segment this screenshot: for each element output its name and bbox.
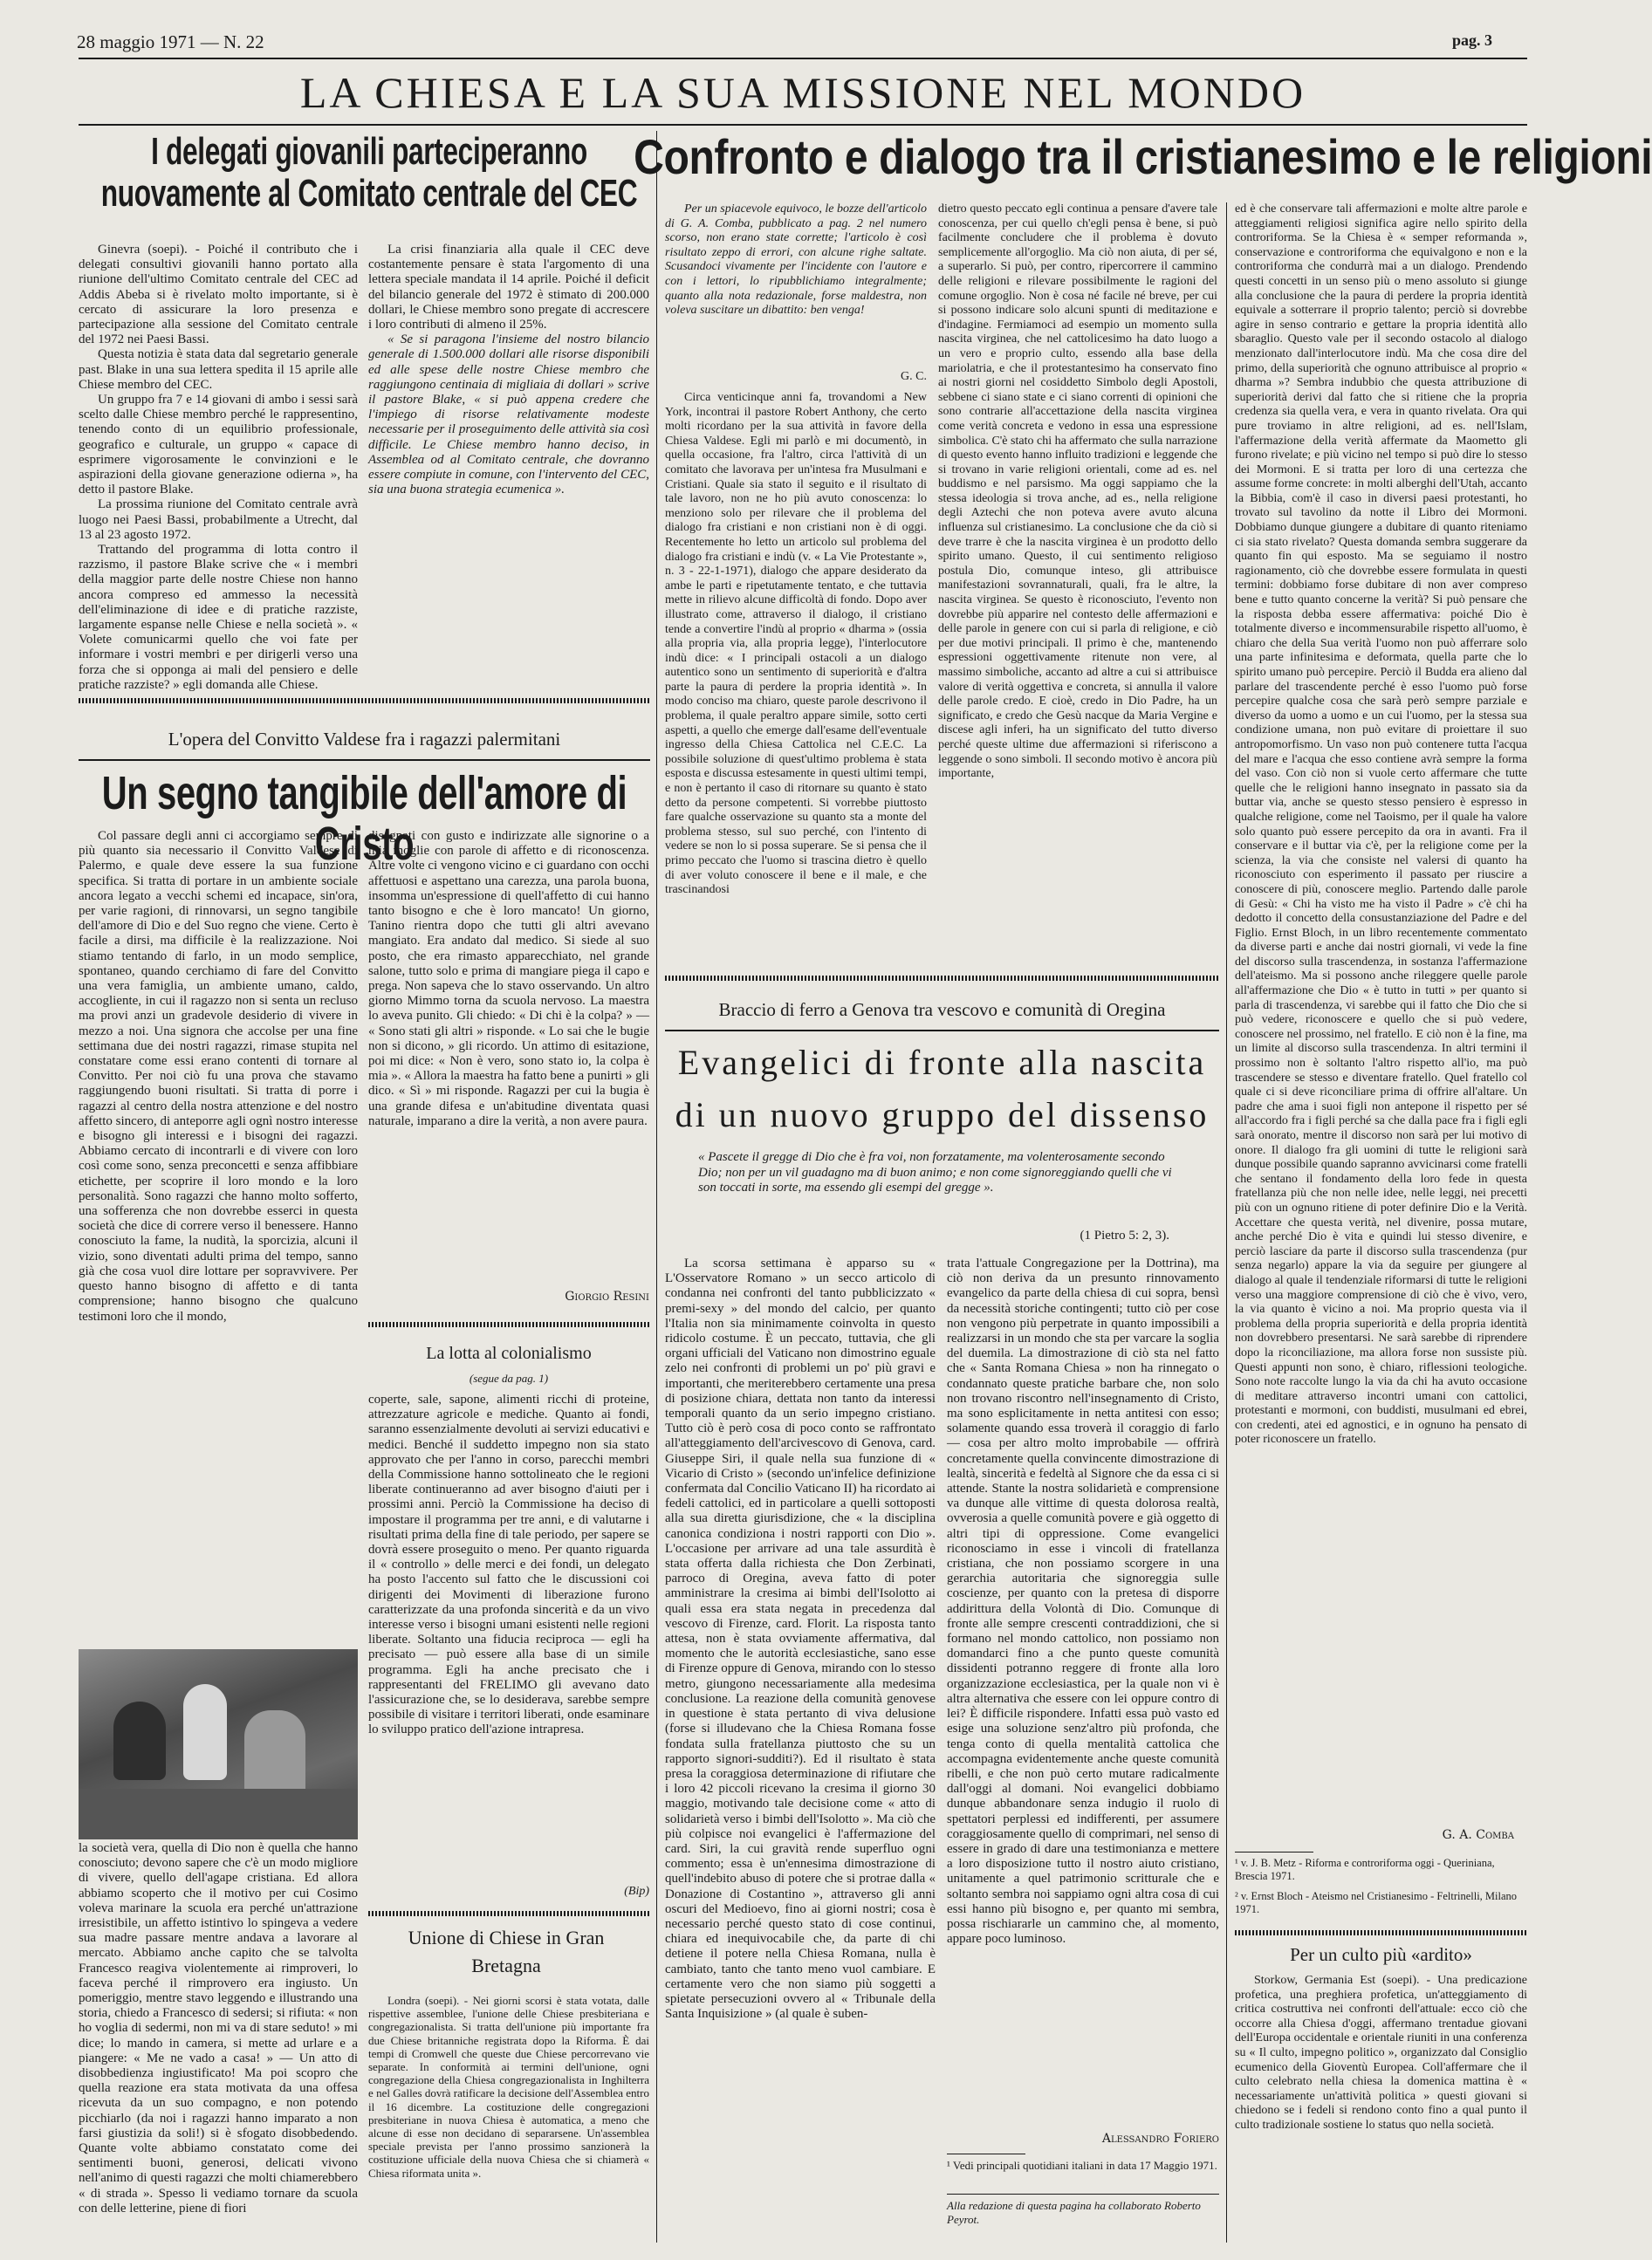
article6-quote-ref: (1 Pietro 5: 2, 3). [1080,1229,1169,1243]
paragraph: coperte, sale, sapone, alimenti ricchi di proteine, attrezzature agricole e mediche. Quanto ai fondi, saranno essenzialmente devoluti ai servizi educativi e medici. Benché il suddetto impegno non sia stato approvato che per l'anno in corso, parecchi membri della Commissione hanno sottolineato che le regioni liberate continueranno ad aver bisogno d'aiuti per i prossimi anni. Perciò la Commissione ha deciso di impostare il programma per tre anni, e di valutarne i risultati prima della fine di tale periodo, per sapere se dovrà essere proseguito o meno. Per quanto riguarda il « controllo » delle merci e dei fondi, un delegato ha posto l'accento sul fatto che le discussioni coi dirigenti dei Movimenti di liberazione furono caratterizzate da una profonda sincerità e da un vivo interesse verso i bisogni umani esistenti nelle regioni liberate. Soltanto una fiducia reciproca — egli ha precisato — può essere alla base di un simile programma. Egli ha anche precisato che i rappresentanti del FRELIMO gli avevano dato l'assicurazione che, se lo desiderava, sarebbe sempre possibile di visitare i territori liberati, onde esaminare lo sviluppo pratico dell'azione intrapresa. [368,1393,649,1737]
paragraph: trata l'attuale Congregazione per la Dottrina), ma ciò non deriva da un presunto rinnovamento evangelico da parte della chiesa di cui sopra, bensì da necessità storiche contingenti; tutto ciò per cose non vengono più perpetrate in quanto impossibili a realizzarsi in un mondo che sta per varcare la soglia del duemila. La dimostrazione di ciò sta nel fatto che « Santa Romana Chiesa » non ha rinnegato o condannato queste pratiche barbare che, non solo non trovano riscontro nell'insegnamento di Cristo, ma sono esplicitamente in netta antitesi con esso; solamente quando essa troverà il coraggio di farlo — cosa per altro molto improbabile — offrirà concretamente quella convincente dimostrazione di lealtà, sincerità e fedeltà al Signore che da essa ci si attende. Stante la nostra solidarietà e comprensione va dunque alle vittime di questa dolorosa realtà, ovverosia a quelle comunità povere e già oggetto di altri tipi di oppressione. Come evangelici riconosciamo in esse i vincoli di fratellanza cristiana, che non possiamo scorgere in una gerarchia autoritaria che signoreggia sulle coscienze, per quanto con la pretesa di disporre addirittura della Volontà di Dio. Comunque di fronte alle sempre crescenti contraddizioni, che si formano nel mondo cattolico, non possiamo non domandarci fino a che punto queste comunità dissidenti potranno reggere di fronte alla loro organizzazione ecclesiastica, per la quale non vi è altra alternativa che essere con lei oppure contro di lei? È difficile rispondere. Infatti essa può vasto ed esige una soluzione senz'altro più profonda, che tenga conto di quella mentalità cattolica che accompagna evidentemente anche queste comunità ribelli, e che non può certo mutare radicalmente dall'oggi al domani. Noi evangelici dobbiamo dunque abbandonare senza indugio il ruolo di spettatori perplessi ed indifferenti, per assumere coraggiosamente quello di comprimari, nel senso di essere in grado di dare una testimonianza e mettere a loro disposizione tutto il nostro aiuto cristiano, unitamente a quel patrimonio scritturale che e soltanto sembra noi sappiamo ogni altra cosa di cui essi hanno più bisogno e, per quanto mi sembra, possa rischiararle un cammino che, al momento, appare poco luminoso. [947,1257,1219,1947]
paragraph: Londra (soepi). - Nei giorni scorsi è stata votata, dalle rispettive assemblee, l'unione delle Chiese presbiteriana e congregazionalista. Si tratta dell'unione più importante fra due Chiese britanniche registrata dopo la Riforma. È dai tempi di Cromwell che queste due Chiese percorrevano vie separate. In conformità ai termini dell'unione, ogni congregazione della Chiesa congregazionalista in Inghilterra e nel Galles dovrà ratificare la decisione dell'Assemblea entro il 16 dicembre. La costituzione delle congregazioni presbiteriane in nuova Chiesa è automatica, a meno che alcune di esse non decidano di separarsene. Un'assemblea speciale prevista per l'anno prossimo sanzionerà la costituzione ufficiale della nuova Chiesa che si chiamerà « Chiesa riformata unita ». [368,1994,649,2180]
article5-footnote-1: ¹ v. J. B. Metz - Riforma e controriforma oggi - Queriniana, Brescia 1971. [1235,1857,1495,1882]
article5-footnote-2: ² v. Ernst Bloch - Ateismo nel Cristianesimo - Feltrinelli, Milano 1971. [1235,1890,1518,1915]
article5-col1 [665,391,927,958]
paragraph: Col passare degli anni ci accorgiamo sempre di più quanto sia necessario il Convitto Valdese di Palermo, e quale deve essere la sua funzione specifica. Si tratta di portare in un ambiente sociale ancora legato a vecchi schemi ed incapace, sin'ora, per varie ragioni, di rinnovarsi, un segno tangibile dell'amore di Dio e del Suo regno che viene. Certo è facile a dirsi, ma difficile è la realizzazione. Noi stiamo tentando di farlo, in un modo semplice, spontaneo, quando cerchiamo di fare del Convitto una vera famiglia, un ambiente umano, caldo, accogliente, in cui il ragazzo non si senta un recluso ma provi anzi un gradevole desiderio di vivere in mezzo a noi. Una signora che accolse per una fine settimana due dei nostri ragazzi, rimase stupita nel constatare come essi erano contenti di tornare al Convitto. Per noi ciò fu una prova che stavamo raggiungendo buoni risultati. Si tratta di porre i ragazzi al centro della nostra attenzione e del nostro affetto sincero, di anteporre agli ognì nostro interesse e bisogno gli interessi e i bisogni dei ragazzi. Abbiamo cercato di incontrarli e di vivere con loro così come sono, senza preconcetti e senza affibbiare etichette, per scoprire il loro mondo e la loro personalità. Sono ragazzi che hanno molto sofferto, una sofferenza che non dovrebbe esserci in questa società che dice di correre verso il benessere. Hanno conosciuto la fame, la nudità, la sporcizia, alcuni il vizio, sono diventati adulti prima del tempo, sanno già che cosa vuol dire lottare per sopravvivere. Per questo hanno bisogno di affetto e di tanta comprensione; hanno bisogno che qualcuno testimoni loro che il mondo, [79,829,358,1324]
kicker-rule [665,1030,1219,1031]
separator [665,976,1219,981]
article6-title-line1: Evangelici di fronte alla nascita [677,1043,1207,1082]
paragraph: La prossima riunione del Comitato centrale avrà luogo nei Paesi Bassi, probabilmente a Utrecht, dal 13 al 23 agosto 1972. [79,497,358,542]
article5-editor-note [665,202,927,377]
article6-signature: Alessandro Foriero [1101,2132,1219,2146]
page-title: LA CHIESA E LA SUA MISSIONE NEL MONDO [299,68,1306,117]
thanks-rule [947,2194,1219,2195]
article6-footnote: ¹ Vedi principali quotidiani italiani in data 17 Maggio 1971. [947,2159,1217,2172]
article7-body [1235,1974,1527,2244]
paragraph: La scorsa settimana è apparso su « L'Osservatore Romano » un secco articolo di condanna nei confronti del tanto pubblicizzato « premi-sexy » del mondo del calcio, per quanto l'Italia non sia minimamente coinvolta in questo ridicolo costume. È un peccato, tuttavia, che gli organi ufficiali del Vaticano non dimostrino eguale zelo nei confronti di problemi un po' più gravi e importanti, che meriterebbero certamente una presa di posizione chiara, dettata non tanto da interessi temporali quanto da un serio impegno cristiano. Tutto ciò è però cosa di poco conto se raffrontato all'atteggiamento dell'arcivescovo di Genova, card. Giuseppe Siri, il quale nella sua funzione di « Vicario di Cristo » (secondo un'infelice definizione confermata dal Concilio Vaticano II) ha ricordato ai fedeli cattolici, ed in particolare a quelli sottoposti alla sua diretta giurisdizione, che « la disciplina canonica condiziona i nostri rapporti con Dio ». L'occasione per arrivare ad una tale assurdità è stata offerta dalla richiesta che Don Zerbinati, parroco di Oregina, aveva fatto di poter amministrare la cresima ai bimbi dell'Isolotto ai quali essa era stata negata in precedenza dal vescovo di Firenze, card. Florit. La risposta tanto attesa, non è stata ovviamente affermativa, dal momento che le autorità ecclesiastiche, sano esse di Firenze oppure di Genova, mirando con lo stesso metro, giungono necessariamente alla medesima conclusione. La reazione della comunità genovese in questione è stata pertanto di viva delusione (forse si illudevano che la Chiesa Romana fosse fondata sulla fratellanza piuttosto che su un rapporto signori-sudditi?). Ed il risultato è stata presa la coraggiosa determinazione di rifiutare che i loro 42 piccoli ricevano la cresima il giorno 30 maggio, motivando tale decisione come « atto di solidarietà verso i bimbi dell'Isolotto ». Ma ciò che più colpisce noi evangelici è l'affermazione del card. Siri, la cui gravità rende superfluo ogni commento; essa è un'ennesima dimostrazione di quell'indebito abuso di potere che si protrae dalla « Donazione di Costantino », attraverso gli anni oscuri del Medioevo, fino ai giorni nostri; cosa è necessario perché questo stato di cose continui, chiara ed inequivocabile che, da parte di chi detiene il potere nella Chiesa Romana, nulla è cambiato, tanto che tanto meno vuol cambiare. E certamente vero che non siamo più soggetti a spietate persecuzioni ovvero al « Tribunale della Santa Inquisizione » (al quale è suben- [665,1257,936,2022]
article3-title: La lotta al colonialismo [426,1344,592,1363]
kicker-rule [79,759,650,761]
article5-signature: G. A. Comba [1442,1828,1514,1842]
paragraph: La crisi finanziaria alla quale il CEC deve costantemente pensare è stata l'argomento di una lettera speciale mandata il 14 aprile. Poiché il deficit del bilancio generale del 1972 è stimato di 200.000 dollari, le Chiese membro sono pregate di accrescere i loro contributi di almeno il 25%. [368,243,649,332]
article5-title: Confronto e dialogo tra il cristianesimo e le religioni [634,129,1652,184]
article1-col2 [368,243,649,689]
article6-col1 [665,1257,936,2243]
article4-title: Unione di Chiese in Gran Bretagna [408,1927,605,1976]
article2-col1-cont [79,1841,358,2243]
separator [1235,1930,1527,1935]
article3-continued: (segue da pag. 1) [469,1372,549,1385]
paragraph: ed è che conservare tali affermazioni e molte altre parole e atteggiamenti religiosi significa agire nello spirito della controriforma. Se la Chiesa è « semper reformanda », conservazione e controriforma che equivalgono e non e la controriforma che condurrà mai a un dialogo. Prendendo questi concetti in un senso più o meno assoluto si giunge alla conclusione che la paura di perdere la propria identità equivale a sotterrare il proprio talento; perciò si dovrebbe agire in senso contrario e gettare la propria identità allo sbaraglio. Questo vale per il secondo ostacolo al dialogo menzionato dall'interlocutore indù. Ma che cosa dire del primo, della superiorità che ognuno attribuisce al proprio « dharma »? Sembra indubbio che questa attribuzione di superiorità derivi dal fatto che si ritiene che la propria credenza sia quella vera, e vera in quanto rivelata. Ora qui pure troviamo in altre religioni, ad es. nell'Islam, l'affermazione della verità affermate da Maometto gli furono rivelate; e più vicino nel tempo si può dire lo stesso dei Mormoni. E si tratta per loro di una certezza che assume forme concrete: in molti alberghi dell'Utah, accanto la Bibbia, com'è il caso in diversi paesi protestanti, ho trovato sul tavolino da notte il Libro dei Mormoni. Dobbiamo dunque giungere a dubitare di quanto riteniamo ci sia stato rivelato? Questa domanda sembra suggerare da quanto fin qui esposto. Ma se seguiamo il nostro ragionamento, ciò che dovrebbe essere formulata in questi termini: dobbiamo forse dubitare di non aver compreso bene e tutto quanto concerne la verità? Si può pensare che la risposta debba essere affermativa: poiché Dio è totalmente diverso e incommensurabile rispetto all'uomo, è chiaro che della Sua verità l'uomo non può afferrare solo una parte infinitesima e deformata, quella parte che lo spirito umano può percepire. Perciò il Budda era alieno dal parlare del trascendente perché è esso l'uomo può forse percepire qualche cosa che sarà però sempre parziale e diverso da uomo a uomo e un cui l'uomo, per la stessa sua condizione umana, non può evitare di proiettare il suo antropomorfismo. Un vaso non può contenere tutta l'acqua del mare e l'acqua che esso contiene avrà sempre la forma del vaso. Con ciò non si vuole certo affermare che tutte quelle che le religioni hanno insegnato in passato sia da buttar via, anche se questo stesso pensiero è espresso in qualche religione, come nel Taoismo, per il quale ha valore solo quanto può essere percepito da ora in avanti. Fra il conservare e il buttar via c'è, per la religione come per la scienza, la via che consiste nel valersi di quanto ha riconosciuto con esperimento il passato per riuscire a conoscere di più, conoscere meglio. Partendo dalle parole di Gesù: « Chi ha visto me ha visto il Padre » c'è chi ha dedotto il concetto della consustanziazione del Padre e del Figlio. Ernst Bloch, in un libro recentemente commentato da diverse parti e anche dai nostri giornali, vi vede la fine del discorso sulla trascendenza, in sostanza l'affermazione dell'ateismo. Ma si possono anche rileggere quelle parole all'affermazione che Dio « è tutto in tutti » per quanto si parla di trascendenza, vi sarebbe qui il fatto che Dio che si può vedere, riconoscere e quello che si può vedere, conoscere nel prossimo, nel fratello. E ciò non è la fine, ma un limite al discorso sulla trascendenza. In altri termini il prossimo non è soltanto l'altro rispetto all'io, ma può trascendere se stesso e diventare fratello. Quel fratello col quale ci si deve riconciliare prima di offrire all'altare. Un padre che ama i suoi figli non antepone il rispetto per sé all'accordo fra i figli perché sa che dalla pace fra i figli egli sarà onorato, mentre il discorso non sarà per lui motivo di onore. Il dialogo fra gli uomini di tutte le religioni sarà dunque possibile quando sapranno avvicinarsi come fratelli che sentano il fondamento della loro fede in questa fratellanza più che non nelle idee, nelle leggi, nei precetti più con un ognuno ritiene di poter definire Dio e la Verità. Accettare che questa verità, nel divenire, possa mutare, anche perché Dio è vita e quindi lui stesso divenire, e perciò lasciare da parte il discorso sulla trascendenza (pur senza negarlo) appare la via da seguire per giungere al dialogo al quale il tendenziale riformarsi di tutte le religioni verso una maggiore comprensione di ciò che è vivo, vero, la via quanto è vicino a noi. Ma proprio questa via il problema della propria superiorità e della propria identità non dovrebbero presentarsi. Ne sarà sarebbe di riprendere dopo la riconciliazione, ma allora forse non sussiste più. Questi appunti non sono, è chiaro, riflessioni teologiche. Sono note raccolte lungo la via da chi ha avuto occasione di meditare attraverso incontri umani con cattolici, protestanti e mormoni, con buddisti, musulmani ed ebrei, con credenti, atei ed agnostici, e in ognuno ha pensato di poter riconoscere un fratello. [1235,202,1527,1447]
article2-col2 [368,829,649,1283]
article6-thanks: Alla redazione di questa pagina ha collaborato Roberto Peyrot. [947,2199,1201,2226]
separator [368,1322,649,1327]
article7-title: Per un culto più «ardito» [1290,1944,1472,1965]
column-divider [1226,202,1227,2243]
article5-col2 [938,202,1217,962]
paragraph: Un gruppo fra 7 e 14 giovani di ambo i sessi sarà scelto dalle Chiese membro perché le rappresentino, tenendo conto di un equilibrio professionale, geografico e culturale, un gruppo « capace di esprimere vigorosamente le convinzioni e le aspirazioni della giovane generazione odierna », ha detto il pastore Blake. [79,393,358,497]
article1-col1 [79,243,358,692]
article1-title: I delegati giovanili parteciperanno nuovamente al Comitato centrale del CEC [100,130,638,215]
article5-editor-initials: G. C. [901,370,927,383]
column-divider [656,131,657,2243]
header-rule [79,58,1527,59]
paragraph: Trattando del programma di lotta contro il razzismo, il pastore Blake scrive che « i membri della maggior parte delle nostre Chiese non hanno ancora compreso ed ammesso la necessità dell'eliminazione di idee e di pratiche razziste, largamente espanse nelle Chiese e nella società ». « Volete comunicarmi quello che voi fate per informare i vostri membri e per dirigerli verso una forza che si opponga ai mali del pensiero e delle pratiche razziste? » egli domanda alle Chiese. [79,543,358,692]
article6-col2 [947,1257,1219,2129]
paragraph: Ginevra (soepi). - Poiché il contributo che i delegati consultivi giovanili hanno portato alla riunione dell'ultimo Comitato centrale del CEC ad Addis Abeba si è rivelato molto importante, si è cercato di assicurare la loro presenza e partecipazione alla sessione del Comitato centrale del 1972 nei Paesi Bassi. [79,243,358,347]
paragraph: la società vera, quella di Dio non è quella che hanno conosciuto; devono sapere che c'è un modo migliore di vivere, quello dell'agape cristiana. Ed allora abbiamo scoperto che il motivo per cui Cosimo voleva marinare la scuola era perché un'attrazione irresistibile, un affetto istintivo lo spingeva a vedere sua madre passare mentre andava a lavorare al mercato. Abbiamo anche capito che se talvolta Francesco reagiva violentemente ai rimproveri, lo faceva perché il rimprovero era ingiusto. Un pomeriggio, mentre stavo leggendo e illustrando una storia, chiedo a Francesco di sedersi; si rifiuta: « non ho voglia di sedermi, non mi va di stare seduto! » mi dice; lo mando in camera, si mette ad urlare e a piangere: « Me ne vado a casa! » — Un atto di disobbedienza ingiustificato! Ma poi scopro che quella reazione era stata motivata da una offesa ricevuta da un suo compagno, e non potendo picchiarlo (da noi i ragazzi hanno imparato a non farsi giustizia da soli!) si è sfogato disobbedendo. Quante volte abbiamo constatato come dei sentimenti buoni, generosi, delicati vivono nell'animo di questi ragazzi che molti chiamerebbero « di strada ». Spesso li vediamo tornare da scuola con delle letterine, piene di fiori [79,1841,358,2215]
children-photo [79,1649,358,1839]
article4-body [368,1994,649,2247]
paragraph: « Se si paragona l'insieme del nostro bilancio generale di 1.500.000 dollari alle risorse disponibili ed alle spese delle nostre Chiese membro che raggiungono centinaia di migliaia di dollari » scrive il pastore Blake, « si può appena credere che l'impiego di risorse relativamente modeste necessarie per il proseguimento delle attività sia così difficile. Le Chiese membro hanno deciso, in Assemblea od al Comitato centrale, che dovranno essere compiute in comune, con l'intervento del CEC, sia una buona strategia ecumenica ». [368,332,649,497]
page-number: pag. 3 [1451,31,1492,49]
article6-kicker: Braccio di ferro a Genova tra vescovo e comunità di Oregina [718,999,1166,1020]
footnote-rule [1235,1852,1313,1853]
paragraph: Per un spiacevole equivoco, le bozze dell'articolo di G. A. Comba, pubblicato a pag. 2 nel numero scorso, non erano state corrette; l'articolo è così risultato zeppo di errori, con alcune righe saltate. Scusandoci vivamente per l'incidente con l'autore e con i lettori, lo ripubblichiamo integralmente; quanto alla nota redazionale, forse maldestra, non voleva suscitare un dibattito: ben venga! [665,202,927,318]
article2-kicker: L'opera del Convitto Valdese fra i ragazzi palermitani [168,729,561,750]
article2-col1 [79,829,358,1647]
issue-date: 28 maggio 1971 — N. 22 [77,31,264,52]
article6-bible-quote: « Pascete il gregge di Dio che è fra voi, non forzatamente, ma volenterosamente secondo Dio; non per un vil guadagno ma di buon animo; e non come signoreggiando quelli che vi son toccati in sorte, ma essendo gli esempi del gregge ». [698,1150,1172,1195]
article2-title: Un segno tangibile dell'amore di Cristo [101,767,627,871]
paragraph: Questa notizia è stata data dal segretario generale past. Blake in una sua lettera spedita il 15 aprile alle Chiese membro del CEC. [79,347,358,392]
article2-signature: Giorgio Resini [565,1290,649,1304]
paragraph: Circa venticinque anni fa, trovandomi a New York, incontrai il pastore Robert Anthony, che certo molti ricordano per la sua attività in favore della Chiesa Valdese. Egli mi parlò e mi documentò, in quella occasione, fra l'altro, circa l'attività di un comitato che lavorava per un'intesa fra Musulmani e Cristiani. Quale sia stato il seguito e il risultato di tale lavoro, non ne ho più avuto conoscenza: lo menziono solo per rilevare che il problema del dialogo fra cristiani e non cristiani non è di oggi. Recentemente ho letto un articolo sul problema del dialogo fra cristiani e indù (v. « La Vie Protestante », n. 3 - 22-1-1971), dialogo che appare desiderato da ambe le parti e ripetutamente tentato, e che tuttavia mette in rilievo alcune difficoltà di fondo. Dopo aver illustrato come, attraverso il dialogo, il cristiano tende a convertire l'indù al proprio « dharma » (ossia alla propria via, alla propria legge), l'interlocutore indù dice: « I principali ostacoli a un dialogo autentico sono un sentimento di superiorità e d'altra parte la paura di perdere la propria identità ». In modo conciso ma chiaro, queste parole descrivono il problema, il quale peraltro appare simile, sotto certi aspetti, a quello che emerge dall'esame dell'eventuale ingresso della Chiesa Cattolica nel C.E.C. La possibile soluzione di quest'ultimo problema è stata esposta e discussa estesamente in questi ultimi tempi, e non è pertanto il caso di ritornare su quanto è stato detto da persone competenti. Si vorrebbe piuttosto fare qualche osservazione su quanto sta a monte del problema stesso, sul suo perché, con l'intento di vedere se non lo si possa superare. Se si pensa che il primo peccato che l'uomo si trascina dietro è quello di aver voluto conoscere il bene e il male, e che trascinandosi [665,391,927,897]
article3-body [368,1393,649,1881]
separator [368,1911,649,1916]
article6-title-line2: di un nuovo gruppo del dissenso [675,1095,1210,1134]
article5-col3 [1235,202,1527,1825]
paragraph: disegnati con gusto e indirizzate alle signorine o a mia moglie con parole di affetto e di riconoscenza. Altre volte ci vengono vicino e ci guardano con occhi affettuosi e aspettano una carezza, una parola buona, insomma un'espressione di quell'affetto di cui hanno tanto bisogno e che è loro mancato! Un giorno, Tanino rientra dopo che tutti gli altri avevano mangiato. Era andato dal medico. Si siede al suo posto, che era rimasto apparecchiato, nel grande salone, tutto solo e prima di mangiare piega il capo e prega. Non sapeva che lo stavo osservando. Un altro giorno Mimmo torna da scuola nervoso. La maestra lo aveva punito. Gli chiedo: « Di chi è la colpa? » — « Sono stati gli altri » risponde. « Lo sai che le bugie non si dicono, » gli ricordo. Un attimo di esitazione, poi mi dice: « Non è vero, sono stato io, la colpa è mia ». « Allora la maestra ha fatto bene a punirti » gli dico. « Sì » mi risponde. Ragazzi per cui la bugia è una grande difesa e un'abitudine diventata quasi naturale, imparano a dire la verità, a non avere paura. [368,829,649,1128]
title-rule [79,124,1527,126]
separator [79,698,650,703]
paragraph: Storkow, Germania Est (soepi). - Una predicazione profetica, una preghiera profetica, un'atteggiamento di critica costruttiva nei confronti dell'attuale: ecco ciò che occorre alla Chiesa d'oggi, affermano trentadue giovani dell'Europa occidentale e orientale riuniti in una conferenza su « Il culto, impegno politico », organizzato dal Consiglio ecumenico della Gioventù Europea. Coll'affermare che il culto celebrato nella chiesa la domenica mattina è « necessariamente un'attività politica » questi giovani si chiedono se i fedeli si rendono conto fino a qual punto il culto tradizionale sostiene lo status quo nella società. [1235,1974,1527,2132]
paragraph: dietro questo peccato egli continua a pensare d'avere tale conoscenza, per cui quello ch'egli pensa è bene, si può facilmente concludere che il problema è dovuto semplicemente all'orgoglio. Ma ciò non aiuta, di per sé, a superarlo. Si può, per contro, ripercorrere il cammino delle religioni e rilevare possibilmente le ragioni del comune orgoglio. Non è cosa né facile né breve, per cui si possono indicare solo alcuni spunti di meditazione e d'indagine. Fermiamoci ad esempio un momento sulla nascita virginea, che nel cattolicesimo ha dato luogo a un vero e proprio culto, essendo alla base della mariolatria, e che il protestantesimo ha conservato fino ai nostri giorni nel cosiddetto Simbolo degli Apostoli, sebbene ci siano state e ci siano correnti di opinioni che sono contrarie all'accettazione della nascita virginea come verità concreta e vedono in essa una espressione simbolica. C'è stato chi ha affermato che sulla narrazione di questo evento hanno influito tradizioni e leggende che si trovano in varie religioni orientali, come ad es. nel buddismo e nel parsismo. Ma oggi sappiamo che la stessa ideologia si trova anche, ad es., nella religione degli Aztechi che non poteva avere avuto alcuna influenza sul cristianesimo. La conclusione che da ciò si deve trarre è che la nascita virginea è un prodotto dello spirito umano. Questo, il cui sentimento religioso postula Dio, comunque inteso, gli attribuisce manifestazioni sovrannaturali, quali, fra le altre, la nascita virginea. Se questo è riconosciuto, l'evento non dovrebbe più apparire nel contesto delle affermazioni e delle parole in genere con cui si parla di religione, e ciò per due motivi principali. Il primo è che, mantenendo espressioni oggettivamente ritenute non vere, al massimo simboliche, accanto ad altre a cui si attribuisce valore di verità oggettiva e concreta, si annulla il valore delle parole credo. E cioè, credo in Dio Padre, ha un significato, e credo che Gesù nacque da Maria Vergine e discese agli inferi, ha un significato del tutto diverso perché queste ultime due affermazioni si riferiscono a leggende o sono simboli. Il secondo motivo è ancora più importante, [938,202,1217,781]
article3-signature: (Bip) [624,1885,649,1898]
